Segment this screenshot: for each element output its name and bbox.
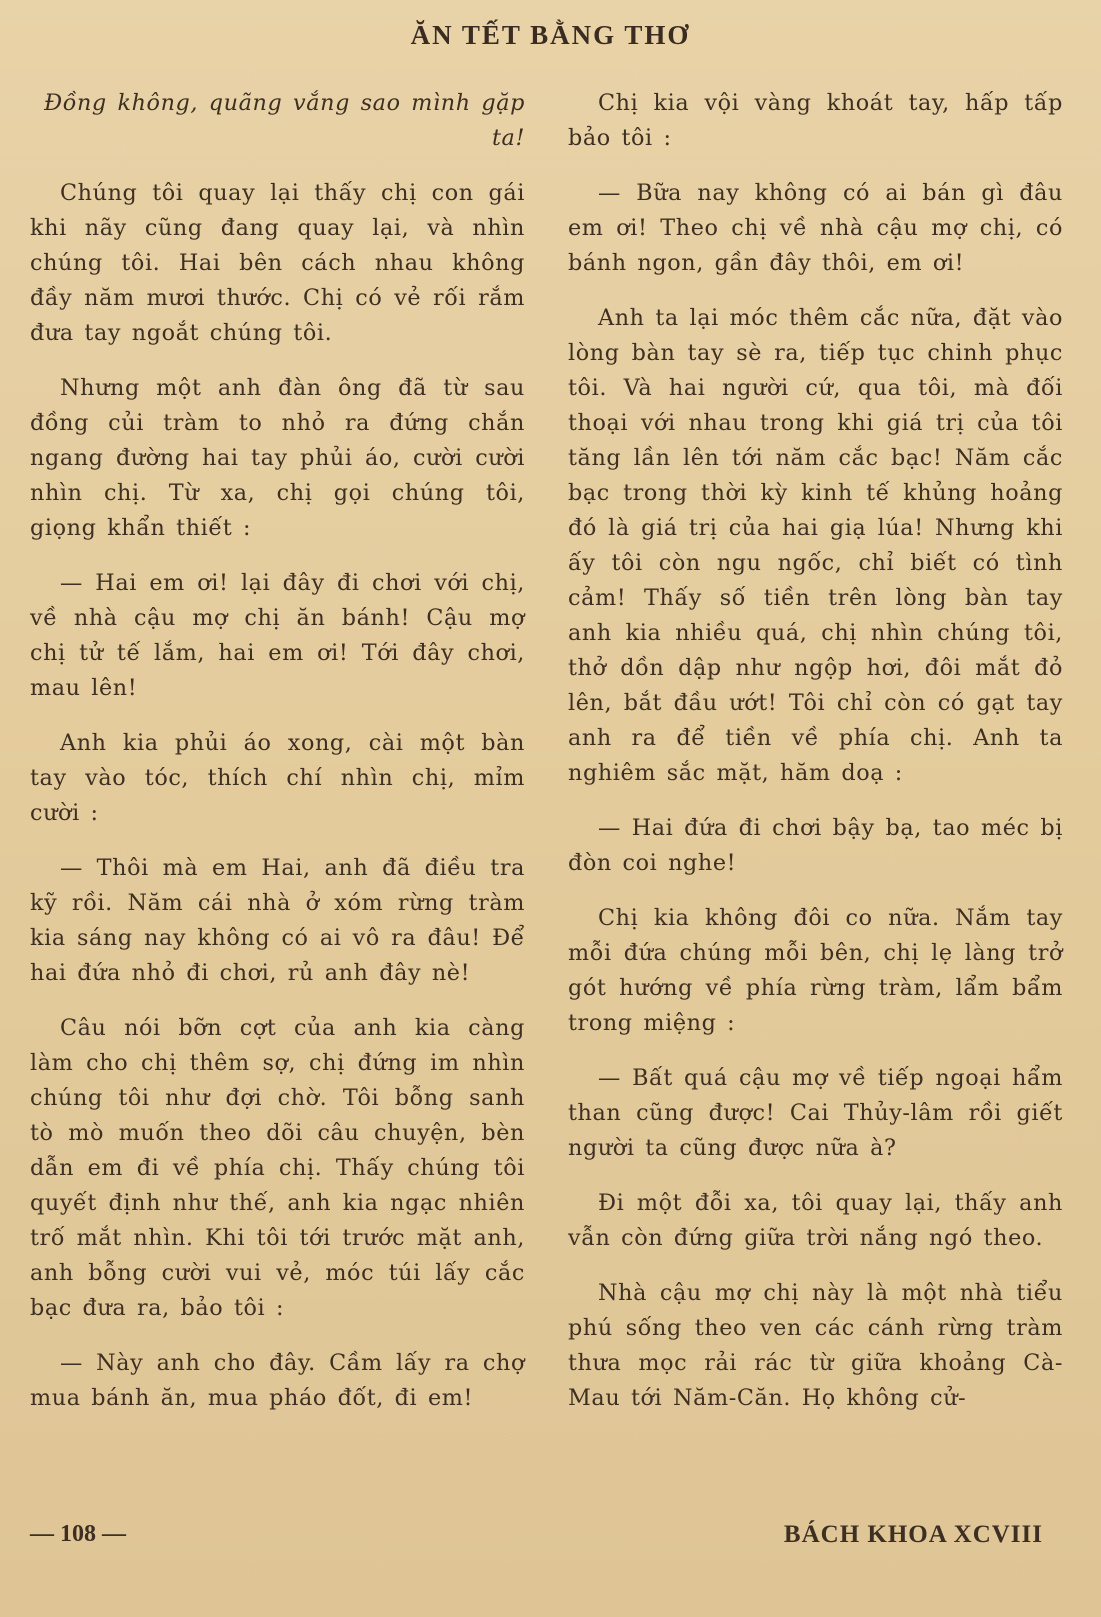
paragraph: Anh ta lại móc thêm cắc nữa, đặt vào lòng bàn tay sè ra, tiếp tục chinh phục tôi. Và hai người cứ, qua tôi, mà đối thoại với nhau trong khi giá trị của tôi tăng lần lên tới năm cắc bạc! Năm cắc bạc trong thời kỳ kinh tế khủng hoảng đó là giá trị của hai giạ lúa! Nhưng khi ấy tôi còn ngu ngốc, chỉ biết có tình cảm! Thấy số tiền trên lòng bàn tay anh kia nhiều quá, chị nhìn chúng tôi, thở dồn dập như ngộp hơi, đôi mắt đỏ lên, bắt đầu ướt! Tôi chỉ còn có gạt tay anh ra để tiền về phía chị. Anh ta nghiêm sắc mặt, hăm doạ : [568,305,1063,786]
paragraph: Nhưng một anh đàn ông đã từ sau đồng củi tràm to nhỏ ra đứng chắn ngang đường hai tay phủi áo, cười cười nhìn chị. Từ xa, chị gọi chúng tôi, giọng khẩn thiết : [30,375,525,541]
paragraph: Nhà cậu mợ chị này là một nhà tiểu phú sống theo ven các cánh rừng tràm thưa mọc rải rác từ giữa khoảng Cà-Mau tới Năm-Căn. Họ không cử- [568,1280,1063,1411]
dialogue-paragraph: — Bất quá cậu mợ về tiếp ngoại hẩm than cũng được! Cai Thủy-lâm rồi giết người ta cũng được nữa à? [568,1065,1063,1161]
paragraph: Đi một đỗi xa, tôi quay lại, thấy anh vẫn còn đứng giữa trời nắng ngó theo. [568,1190,1063,1251]
dialogue-paragraph: — Thôi mà em Hai, anh đã điều tra kỹ rồi. Năm cái nhà ở xóm rừng tràm kia sáng nay không có ai vô ra đâu! Để hai đứa nhỏ đi chơi, rủ anh đây nè! [30,855,525,986]
dialogue-paragraph: — Hai đứa đi chơi bậy bạ, tao méc bị đòn coi nghe! [568,815,1063,876]
paragraph: Câu nói bỡn cợt của anh kia càng làm cho chị thêm sợ, chị đứng im nhìn chúng tôi như đợi chờ. Tôi bỗng sanh tò mò muốn theo dõi câu chuyện, bèn dẫn em đi về phía chị. Thấy chúng tôi quyết định như thế, anh kia ngạc nhiên trố mắt nhìn. Khi tôi tới trước mặt anh, anh bỗng cười vui vẻ, móc túi lấy cắc bạc đưa ra, bảo tôi : [30,1015,525,1321]
left-column [30,86,525,1436]
paragraph: Anh kia phủi áo xong, cài một bàn tay vào tóc, thích chí nhìn chị, mỉm cười : [30,730,525,826]
paragraph: Chị kia không đôi co nữa. Nắm tay mỗi đứa chúng mỗi bên, chị lẹ làng trở gót hướng về phía rừng tràm, lẩm bẩm trong miệng : [568,905,1063,1036]
right-column [568,86,1063,1436]
running-title: ĂN TẾT BẰNG THƠ [410,20,691,50]
journal-name: BÁCH KHOA XCVIII [783,1521,1043,1548]
dialogue-paragraph: — Này anh cho đây. Cầm lấy ra chợ mua bánh ăn, mua pháo đốt, đi em! [30,1350,525,1411]
paragraph: Chị kia vội vàng khoát tay, hấp tấp bảo tôi : [568,90,1063,151]
paragraph: Chúng tôi quay lại thấy chị con gái khi nãy cũng đang quay lại, và nhìn chúng tôi. Hai bên cách nhau không đầy năm mươi thước. Chị có vẻ rối rắm đưa tay ngoắt chúng tôi. [30,180,525,346]
dialogue-paragraph: — Bữa nay không có ai bán gì đâu em ơi! Theo chị về nhà cậu mợ chị, có bánh ngon, gần đây thôi, em ơi! [568,180,1063,276]
dialogue-paragraph: — Hai em ơi! lại đây đi chơi với chị, về nhà cậu mợ chị ăn bánh! Cậu mợ chị tử tế lắm, hai em ơi! Tới đây chơi, mau lên! [30,570,525,701]
page-number: — 108 — [30,1521,126,1547]
epigraph: Đồng không, quãng vắng sao mình gặp ta! [44,90,525,151]
